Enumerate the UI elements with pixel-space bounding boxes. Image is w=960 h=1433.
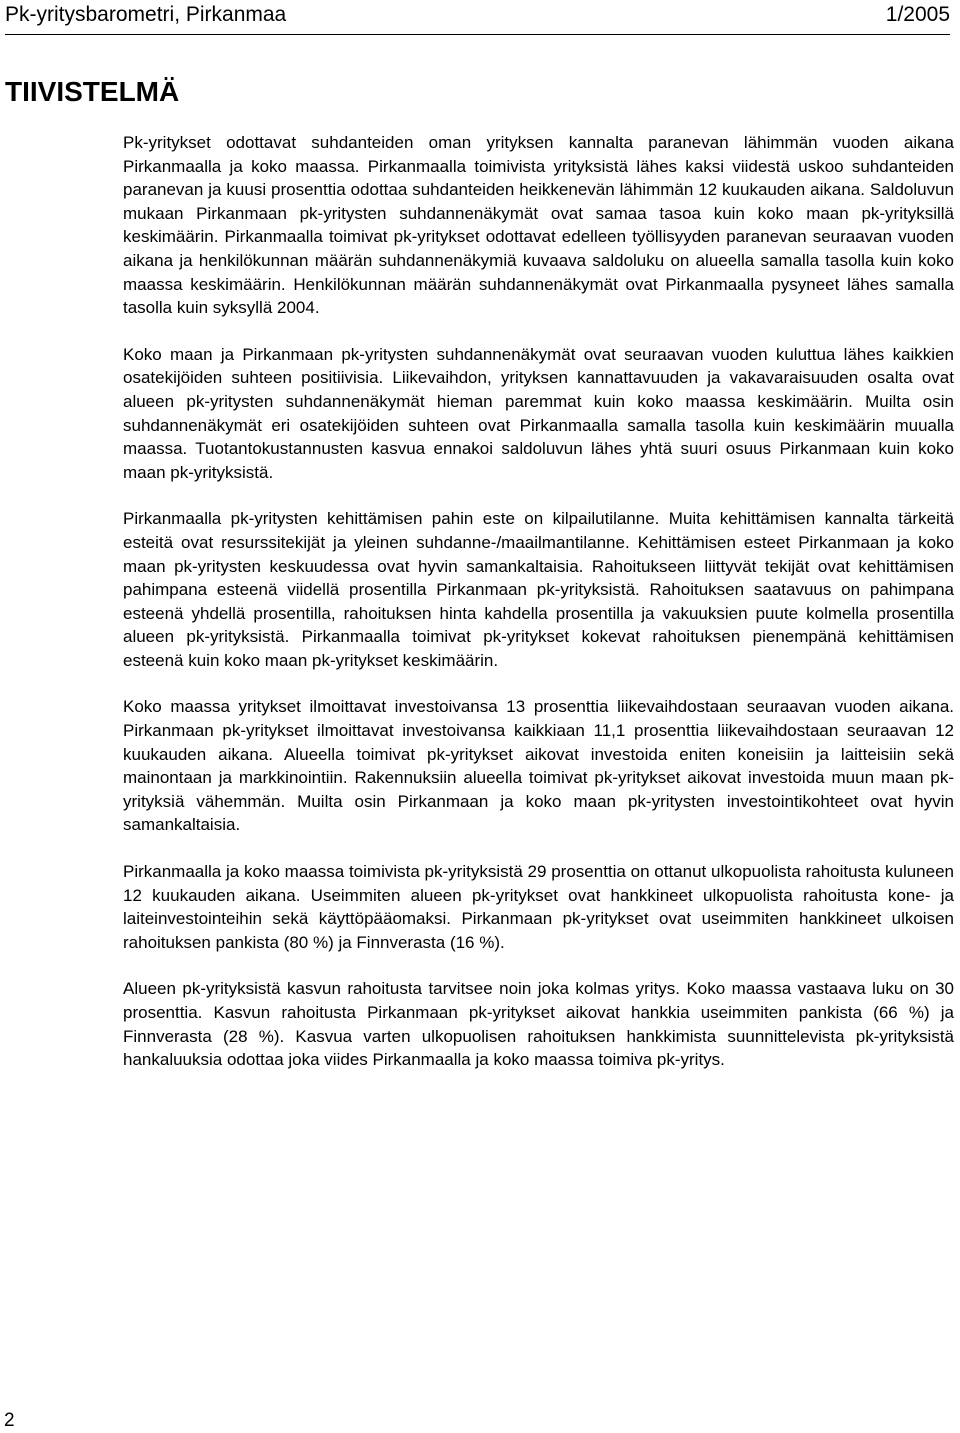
paragraph-outlook: Pk-yritykset odottavat suhdanteiden oman yrityksen kannalta paranevan lähimmän vuoden aikana Pirkanmaalla ja koko maassa. Pirkanmaalla toimivista yrityksistä lähes kaksi viidestä uskoo suhdanteiden paranevan ja kuusi prosenttia odottaa suhdanteiden heikkenevän lähimmän 12 kuukauden aikana. Saldoluvun mukaan Pirkanmaan pk-yritysten suhdannenäkymät ovat samaa tasoa kuin koko maan pk-yrityksillä keskimäärin. Pirkanmaalla toimivat pk-yritykset odottavat edelleen työllisyyden paranevan seuraavan vuoden aikana ja henkilökunnan määrän suhdannenäkymiä kuvaava saldoluku on alueella samalla tasolla kuin koko maassa keskimäärin. Henkilökunnan määrän suhdannenäkymät ovat Pirkanmaalla pysyneet lähes samalla tasolla kuin syksyllä 2004. [123,133,954,318]
section-title: TIIVISTELMÄ [5,76,180,107]
paragraph-development-obstacles: Pirkanmaalla pk-yritysten kehittämisen pahin este on kilpailutilanne. Muita kehittämisen kannalta tärkeitä esteitä ovat resurssitekijät ja yleinen suhdanne-/maailmantilanne. Kehittämisen esteet Pirkanmaan ja koko maan pk-yritysten keskuudessa ovat hyvin samankaltaisia. Rahoitukseen liittyvät tekijät ovat kehittämisen pahimpana esteenä viidellä prosentilla Pirkanmaan pk-yrityksistä. Rahoituksen saatavuus on pahimpana esteenä yhdellä prosentilla, rahoituksen hinta kahdella prosentilla ja vakuuksien puute kolmella prosentilla alueen pk-yrityksistä. Pirkanmaalla toimivat pk-yritykset kokevat rahoituksen pienempänä kehittämisen esteenä kuin koko maan pk-yritykset keskimäärin. [123,509,954,670]
page-number: 2 [4,1410,15,1431]
paragraph-external-financing: Pirkanmaalla ja koko maassa toimivista pk-yrityksistä 29 prosenttia on ottanut ulkopuolista rahoitusta kuluneen 12 kuukauden aikana. Useimmiten alueen pk-yritykset ovat hankkineet ulkopuolista rahoitusta kone- ja laiteinvestointeihin sekä käyttöpääomaksi. Pirkanmaan pk-yritykset ovat useimmiten hankkineet ulkoisen rahoituksen pankista (80 %) ja Finnverasta (16 %). [123,862,954,952]
summary-body [123,131,954,1095]
paragraph-investments: Koko maassa yritykset ilmoittavat investoivansa 13 prosenttia liikevaihdostaan seuraavan vuoden aikana. Pirkanmaan pk-yritykset ilmoittavat investoivansa kaikkiaan 11,1 prosenttia liikevaihdostaan seuraavan 12 kuukauden aikana. Alueella toimivat pk-yritykset aikovat investoida eniten koneisiin ja laitteisiin sekä mainontaan ja markkinointiin. Rakennuksiin alueella toimivat pk-yritykset aikovat investoida muun maan pk-yrityksiä vähemmän. Muilta osin Pirkanmaan ja koko maan pk-yritysten investointikohteet ovat hyvin samankaltaisia. [123,697,954,835]
paragraph-outlook-factors: Koko maan ja Pirkanmaan pk-yritysten suhdannenäkymät ovat seuraavan vuoden kuluttua lähes kaikkien osatekijöiden suhteen positiivisia. Liikevaihdon, yrityksen kannattavuuden ja vakavaraisuuden osalta ovat alueen pk-yritysten suhdannenäkymät hieman paremmat kuin koko maassa keskimäärin. Muilta osin suhdannenäkymät eri osatekijöiden suhteen ovat Pirkanmaalla samalla tasolla kuin keskimäärin muualla maassa. Tuotantokustannusten kasvua ennakoi saldoluvun lähes yhtä suuri osuus Pirkanmaan kuin koko maan pk-yrityksistä. [123,344,954,482]
paragraph-growth-financing: Alueen pk-yrityksistä kasvun rahoitusta tarvitsee noin joka kolmas yritys. Koko maassa vastaava luku on 30 prosenttia. Kasvun rahoitusta Pirkanmaan pk-yritykset aikovat hankkia useimmiten pankista (66 %) ja Finnverasta (28 %). Kasvua varten ulkopuolisen rahoituksen hankkimista suunnittelevista pk-yrityksistä hankaluuksia odottaa joka viides Pirkanmaalla ja koko maassa toimiva pk-yritys. [123,979,954,1070]
header-document-title: Pk-yritysbarometri, Pirkanmaa [5,3,287,26]
header-issue-number: 1/2005 [885,3,950,26]
page-header [5,0,950,35]
